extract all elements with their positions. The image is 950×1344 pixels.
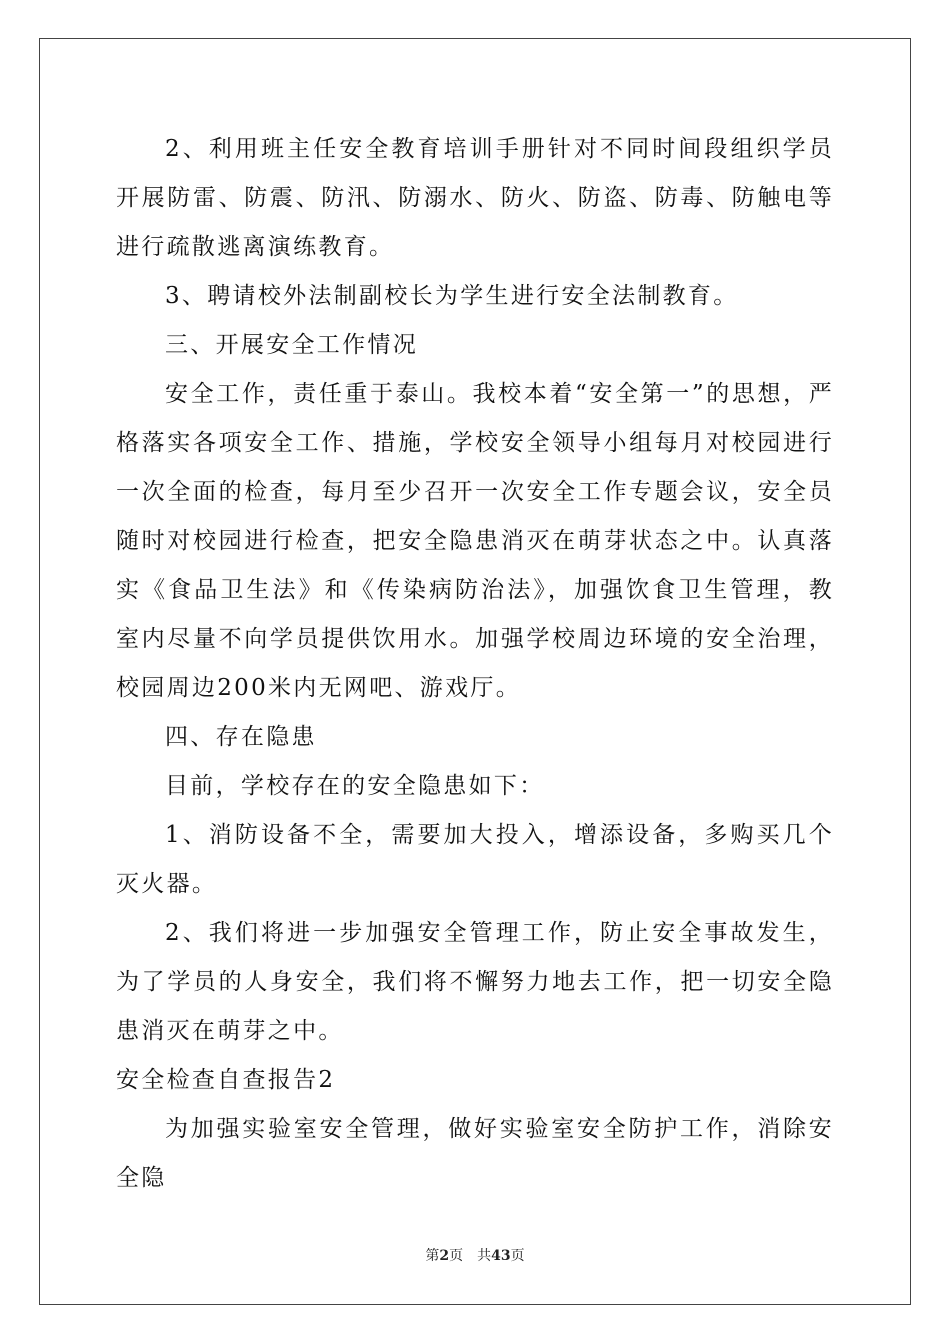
footer-total-prefix: 共 [477, 1248, 492, 1264]
footer-page-number: 2 [439, 1248, 450, 1264]
paragraph-safety-work: 安全工作，责任重于泰山。我校本着“安全第一”的思想，严格落实各项安全工作、措施，学校安全领导小组每月对校园进行一次全面的检查，每月至少召开一次安全工作专题会议，安全员随时对校园进行检查，把安全隐患消灭在萌芽状态之中。认真落实《食品卫生法》和《传染病防治法》，加强饮食卫生管理，教室内尽量不向学员提供饮用水。加强学校周边环境的安全治理，校园周边200米内无网吧、游戏厅。 [116, 381, 834, 701]
paragraph-lab-safety: 为加强实验室安全管理，做好实验室安全防护工作，消除安全隐 [116, 1116, 834, 1191]
footer-total-pages: 43 [491, 1248, 511, 1264]
report-title-2: 安全检查自查报告2 [116, 1067, 336, 1093]
paragraph-drill-education: 2、利用班主任安全教育培训手册针对不同时间段组织学员开展防雷、防震、防汛、防溺水、防火、防盗、防毒、防触电等进行疏散逃离演练教育。 [116, 136, 834, 260]
document-body [116, 125, 834, 1203]
paragraph-legal-education: 3、聘请校外法制副校长为学生进行安全法制教育。 [165, 283, 739, 309]
footer-total-suffix: 页 [510, 1248, 525, 1264]
footer-page-prefix: 第 [425, 1248, 440, 1264]
page-footer [0, 1246, 950, 1266]
section-heading-safety-work: 三、开展安全工作情况 [165, 332, 418, 358]
paragraph-management: 2、我们将进一步加强安全管理工作，防止安全事故发生，为了学员的人身安全，我们将不懈努力地去工作，把一切安全隐患消灭在萌芽之中。 [116, 920, 834, 1044]
section-heading-hazards: 四、存在隐患 [165, 724, 317, 750]
paragraph-hazards-intro: 目前，学校存在的安全隐患如下： [165, 773, 545, 799]
paragraph-fire-equipment: 1、消防设备不全，需要加大投入，增添设备，多购买几个灭火器。 [116, 822, 834, 897]
footer-page-suffix: 页 [449, 1248, 464, 1264]
